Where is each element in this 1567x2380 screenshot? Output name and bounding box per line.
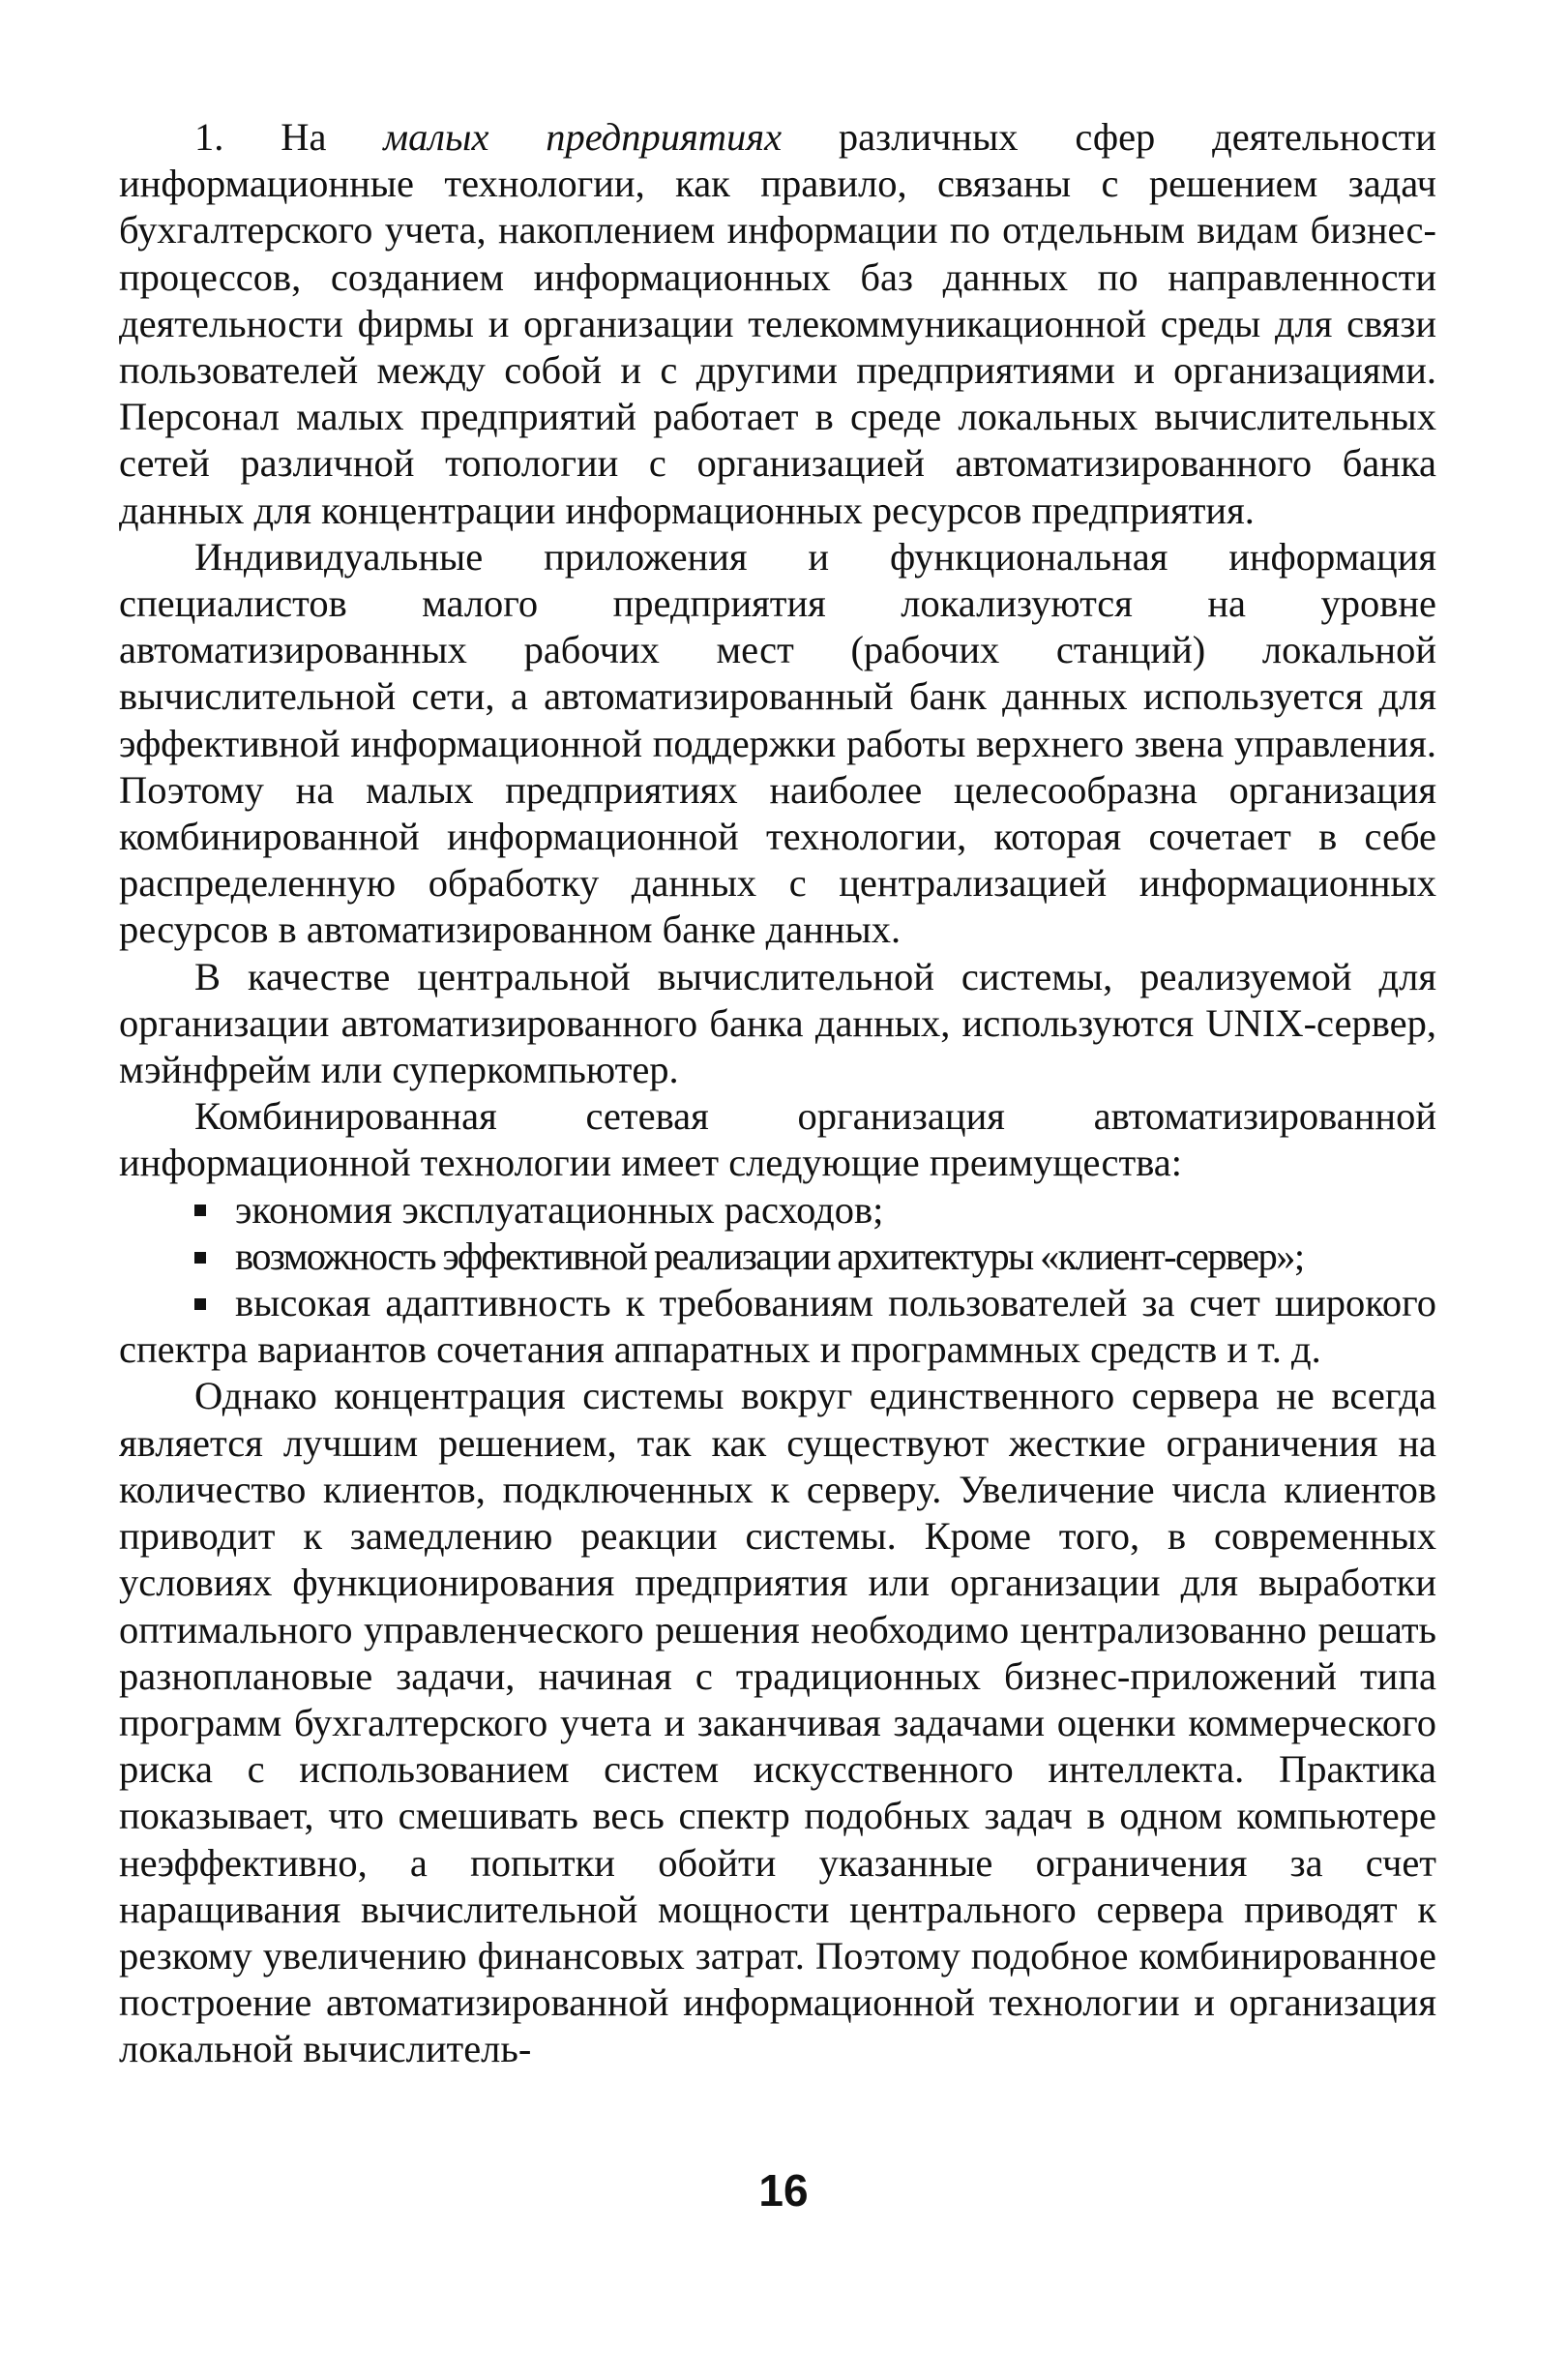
list-item: высокая адаптивность к требованиям пользователей за счет широкого спектра вариантов сочетания аппаратных и программных средств и т. д.: [119, 1281, 1436, 1372]
paragraph-number: 1. На: [194, 115, 384, 159]
paragraph-advantages-intro: Комбинированная сетевая организация автоматизированной информационной технологии имеет следующие преимущества:: [119, 1094, 1436, 1185]
bullet-icon: [194, 1298, 206, 1310]
paragraph-central-system: В качестве центральной вычислительной системы, реализуемой для организации автоматизированного банка данных, используются UNIX-сервер, мэйнфрейм или суперкомпьютер.: [119, 954, 1436, 1092]
advantages-list: [119, 1187, 1436, 1374]
emphasized-term: малых предприятиях: [383, 115, 783, 159]
bullet-icon: [194, 1252, 206, 1264]
list-item: экономия эксплуатационных расходов;: [119, 1187, 1436, 1234]
list-item: возможность эффективной реализации архитектуры «клиент-сервер»;: [119, 1234, 1436, 1280]
paragraph-small-enterprises: [119, 114, 1436, 534]
paragraph-server-limitations: Однако концентрация системы вокруг единственного сервера не всегда является лучшим решением, так как существуют жесткие ограничения на количество клиентов, подключенных к серверу. Увеличение числа клиентов приводит к замедлению реакции системы. Кроме того, в современных условиях функционирования предприятия или организации для выработки оптимального управленческого решения необходимо централизованно решать разноплановые задачи, начиная с традиционных бизнес-приложений типа программ бухгалтерского учета и заканчивая задачами оценки коммерческого риска с использованием систем искусственного интеллекта. Практика показывает, что смешивать весь спектр подобных задач в одном компьютере неэффективно, а попытки обойти указанные ограничения за счет наращивания вычислительной мощности центрального сервера приводят к резкому увеличению финансовых затрат. Поэтому подобное комбинированное построение автоматизированной информационной технологии и организация локальной вычислитель-: [119, 1374, 1436, 2071]
paragraph-text: различных сфер деятельности информационные технологии, как правило, связаны с решением задач бухгалтерского учета, накоплением информации по отдельным видам бизнес-процессов, созданием информационных баз данных по направленности деятельности фирмы и организации телекоммуникационной среды для связи пользователей между собой и с другими предприятиями и организациями. Персонал малых предприятий работает в среде локальных вычислительных сетей различной топологии с организацией автоматизированного банка данных для концентрации информационных ресурсов предприятия.: [119, 115, 1436, 532]
page-number: 16: [758, 2165, 809, 2216]
body-text: [119, 114, 1436, 2073]
bullet-icon: [194, 1205, 206, 1216]
paragraph-individual-applications: Индивидуальные приложения и функциональная информация специалистов малого предприятия локализуются на уровне автоматизированных рабочих мест (рабочих станций) локальной вычислительной сети, а автоматизированный банк данных используется для эффективной информационной поддержки работы верхнего звена управления. Поэтому на малых предприятиях наиболее целесообразна организация комбинированной информационной технологии, которая сочетает в себе распределенную обработку данных с централизацией информационных ресурсов в автоматизированном банке данных.: [119, 534, 1436, 952]
